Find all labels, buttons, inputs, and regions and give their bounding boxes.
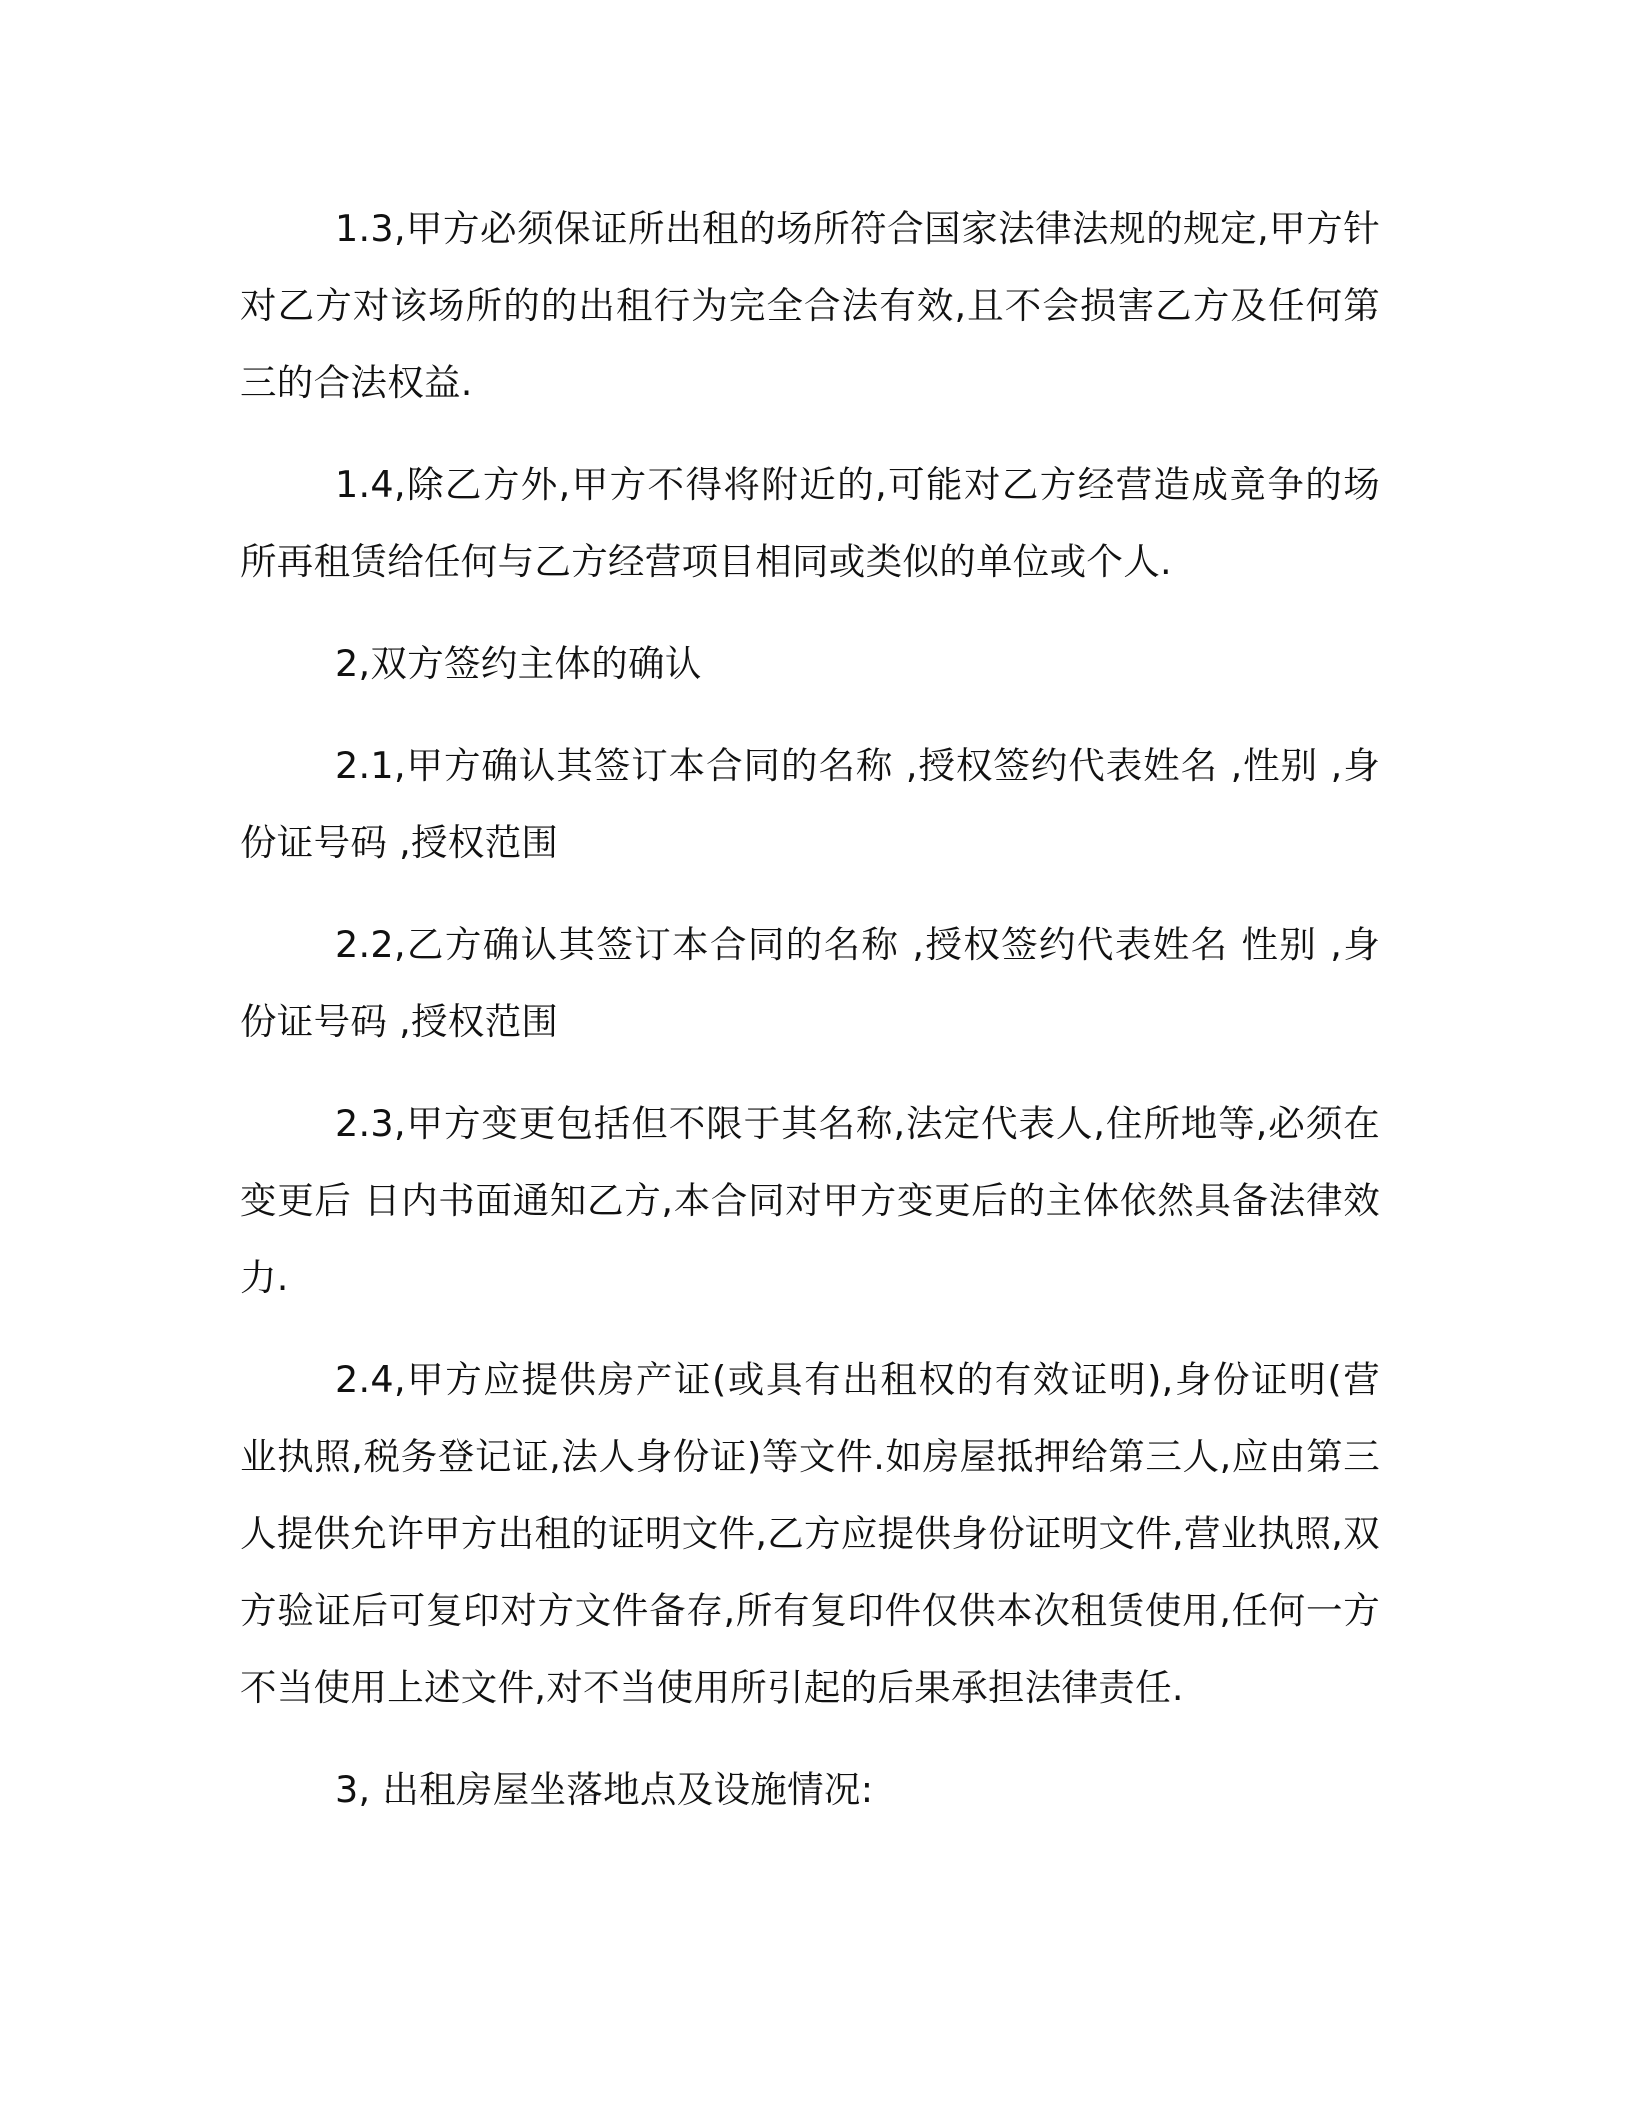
clause-2-3: 2.3,甲方变更包括但不限于其名称,法定代表人,住所地等,必须在变更后 日内书面通知乙方,本合同对甲方变更后的主体依然具备法律效力. bbox=[240, 1102, 1380, 1299]
clause-2-1: 2.1,甲方确认其签订本合同的名称 ,授权签约代表姓名 ,性别 ,身份证号码 ,授权范围 bbox=[240, 744, 1380, 864]
section-3-heading: 3, 出租房屋坐落地点及设施情况: bbox=[335, 1768, 874, 1811]
clause-2-4: 2.4,甲方应提供房产证(或具有出租权的有效证明),身份证明(营业执照,税务登记证,法人身份证)等文件.如房屋抵押给第三人,应由第三人提供允许甲方出租的证明文件,乙方应提供身份证明文件,营业执照,双方验证后可复印对方文件备存,所有复印件仅供本次租赁使用,任何一方不当使用上述文件,对不当使用所引起的后果承担法律责任. bbox=[240, 1358, 1380, 1709]
clause-1-3: 1.3,甲方必须保证所出租的场所符合国家法律法规的规定,甲方针对乙方对该场所的的出租行为完全合法有效,且不会损害乙方及任何第三的合法权益. bbox=[240, 207, 1380, 404]
document-body bbox=[240, 190, 1380, 1853]
clause-2-2: 2.2,乙方确认其签订本合同的名称 ,授权签约代表姓名 性别 ,身份证号码 ,授权范围 bbox=[240, 923, 1380, 1043]
clause-1-4: 1.4,除乙方外,甲方不得将附近的,可能对乙方经营造成竟争的场所再租赁给任何与乙方经营项目相同或类似的单位或个人. bbox=[240, 463, 1380, 583]
section-2-heading: 2,双方签约主体的确认 bbox=[335, 642, 702, 685]
